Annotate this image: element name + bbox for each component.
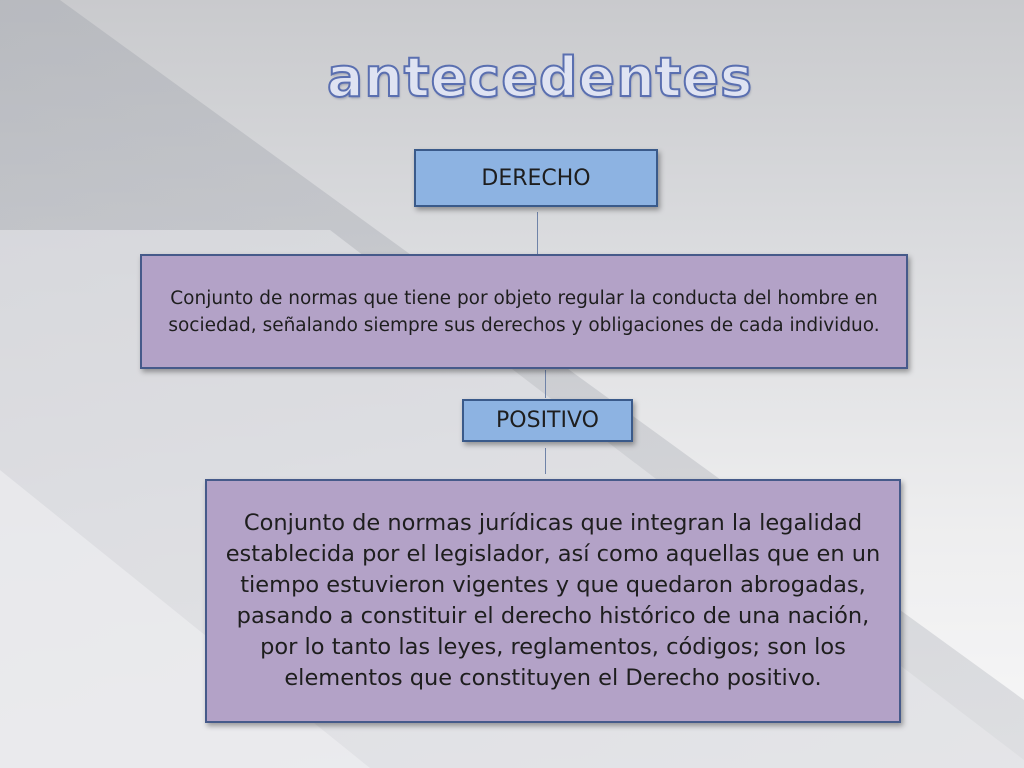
derecho-label: DERECHO bbox=[481, 165, 591, 191]
connector-line-3 bbox=[545, 448, 546, 474]
connector-line-1 bbox=[537, 212, 538, 254]
derecho-box bbox=[414, 149, 658, 207]
positivo-definition-text: Conjunto de normas jurídicas que integran la legalidad establecida por el legislador, así como aquellas que en un tiempo estuvieron vigentes y que quedaron abrogadas, pasando a constituir el derecho histórico de una nación, por lo tanto las leyes, reglamentos, códigos; son los elementos que constituyen el Derecho positivo. bbox=[225, 510, 881, 691]
derecho-definition-text: Conjunto de normas que tiene por objeto regular la conducta del hombre en sociedad, señalando siempre sus derechos y obligaciones de cada individuo. bbox=[168, 287, 880, 336]
slide-title: antecedentes bbox=[326, 46, 754, 109]
positivo-box bbox=[462, 399, 633, 442]
derecho-definition-box bbox=[140, 254, 908, 369]
positivo-label: POSITIVO bbox=[496, 408, 599, 433]
connector-line-2 bbox=[545, 370, 546, 398]
positivo-definition-box bbox=[205, 479, 901, 723]
